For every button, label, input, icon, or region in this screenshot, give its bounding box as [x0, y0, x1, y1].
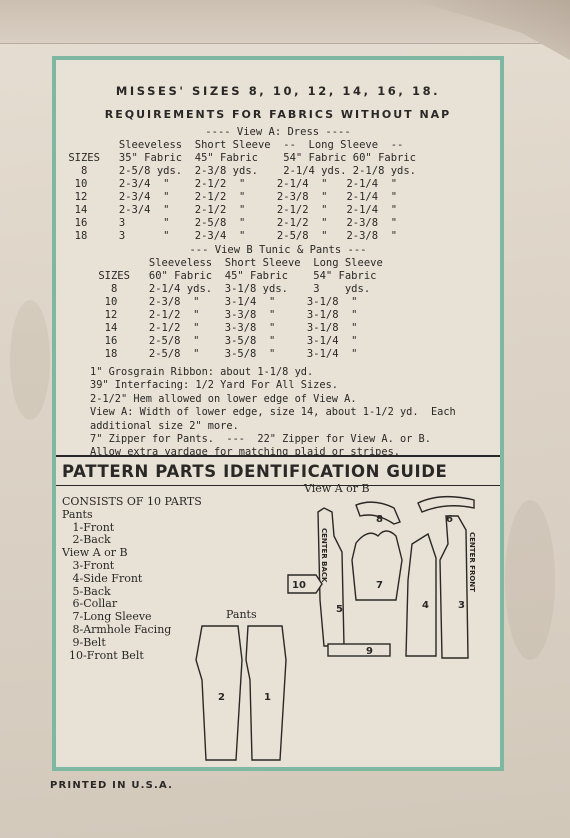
paper-stain	[505, 500, 555, 660]
view-a-header-2: SIZES 35" Fabric 45" Fabric 54" Fabric 60" Fabric	[62, 152, 417, 164]
piece-number: 1	[264, 692, 271, 703]
note-line: additional size 2" more.	[90, 419, 239, 432]
piece-number: 6	[446, 514, 453, 525]
note-line: 7" Zipper for Pants. --- 22" Zipper for View A. or B.	[90, 433, 431, 446]
table-row: 16 3 " 2-5/8 " 2-1/2 " 2-3/8 "	[62, 217, 398, 229]
piece-collar	[418, 497, 474, 512]
piece-number: 3	[458, 600, 465, 611]
list-item: View A or B	[62, 546, 128, 560]
view-b-label: --- View B Tunic & Pants ---	[189, 244, 367, 256]
piece-side-front	[406, 534, 436, 656]
view-b-header-2: SIZES 60" Fabric 45" Fabric 54" Fabric	[92, 270, 377, 282]
view-a-header-1: Sleeveless Short Sleeve -- Long Sleeve --	[62, 139, 404, 151]
list-item: 8-Armhole Facing	[62, 622, 172, 636]
list-item: 6-Collar	[62, 597, 118, 611]
piece-number: 4	[422, 600, 429, 611]
table-row: 14 2-1/2 " 3-3/8 " 3-1/8 "	[92, 322, 358, 334]
list-item: 7-Long Sleeve	[62, 610, 152, 624]
table-row: 10 2-3/8 " 3-1/4 " 3-1/8 "	[92, 296, 358, 308]
table-row: 16 2-5/8 " 3-5/8 " 3-1/4 "	[92, 335, 358, 347]
center-front-label: CENTER FRONT	[468, 532, 476, 592]
piece-number: 10	[292, 580, 306, 591]
list-item: 5-Back	[62, 584, 111, 598]
piece-belt	[328, 644, 390, 656]
list-item: 2-Back	[62, 533, 111, 547]
piece-number: 7	[376, 580, 383, 591]
piece-number: 2	[218, 692, 225, 703]
list-item: 4-Side Front	[62, 571, 143, 585]
view-a-label: ---- View A: Dress ----	[205, 126, 351, 138]
list-item: Pants	[62, 507, 93, 521]
note-line: Allow extra yardage for matching plaid or stripes.	[90, 446, 400, 459]
list-item: 9-Belt	[62, 635, 106, 649]
table-row: 18 2-5/8 " 3-5/8 " 3-1/4 "	[92, 348, 358, 360]
table-row: 12 2-1/2 " 3-3/8 " 3-1/8 "	[92, 309, 358, 321]
note-line: 1" Grosgrain Ribbon: about 1-1/8 yd.	[90, 366, 314, 378]
list-item: 1-Front	[62, 520, 115, 534]
pattern-pieces-diagram	[56, 60, 500, 767]
pants-label: Pants	[226, 608, 257, 621]
list-item: 3-Front	[62, 558, 115, 572]
list-item: CONSISTS OF 10 PARTS	[62, 495, 202, 508]
note-line: 2-1/2" Hem allowed on lower edge of View A.	[90, 392, 357, 405]
info-panel	[52, 56, 504, 771]
table-row: 18 3 " 2-3/4 " 2-5/8 " 2-3/8 "	[62, 230, 398, 242]
view-a-or-b-label: View A or B	[304, 482, 370, 495]
piece-number: 5	[336, 604, 343, 615]
table-row: 8 2-1/4 yds. 3-1/8 yds. 3 yds.	[92, 283, 371, 295]
note-line: View A: Width of lower edge, size 14, about 1-1/2 yd. Each	[90, 406, 456, 419]
list-item: 10-Front Belt	[62, 648, 144, 662]
paper-stain	[10, 300, 50, 420]
table-row: 8 2-5/8 yds. 2-3/8 yds. 2-1/4 yds. 2-1/8 yds.	[62, 165, 417, 177]
center-back-label: CENTER BACK	[320, 528, 328, 583]
guide-title: PATTERN PARTS IDENTIFICATION GUIDE	[62, 462, 448, 481]
table-row: 12 2-3/4 " 2-1/2 " 2-3/8 " 2-1/4 "	[62, 191, 398, 203]
table-row: 10 2-3/4 " 2-1/2 " 2-1/4 " 2-1/4 "	[62, 178, 398, 190]
requirements-heading: REQUIREMENTS FOR FABRICS WITHOUT NAP	[104, 108, 452, 121]
note-line: 39" Interfacing: 1/2 Yard For All Sizes.	[90, 379, 338, 392]
printed-in-footer: PRINTED IN U.S.A.	[50, 780, 174, 791]
piece-number: 8	[376, 514, 383, 525]
view-b-header-1: Sleeveless Short Sleeve Long Sleeve	[92, 257, 383, 269]
table-row: 14 2-3/4 " 2-1/2 " 2-1/2 " 2-1/4 "	[62, 204, 398, 216]
piece-number: 9	[366, 646, 373, 657]
piece-front	[440, 516, 468, 658]
sizes-title: MISSES' SIZES 8, 10, 12, 14, 16, 18.	[115, 84, 441, 98]
